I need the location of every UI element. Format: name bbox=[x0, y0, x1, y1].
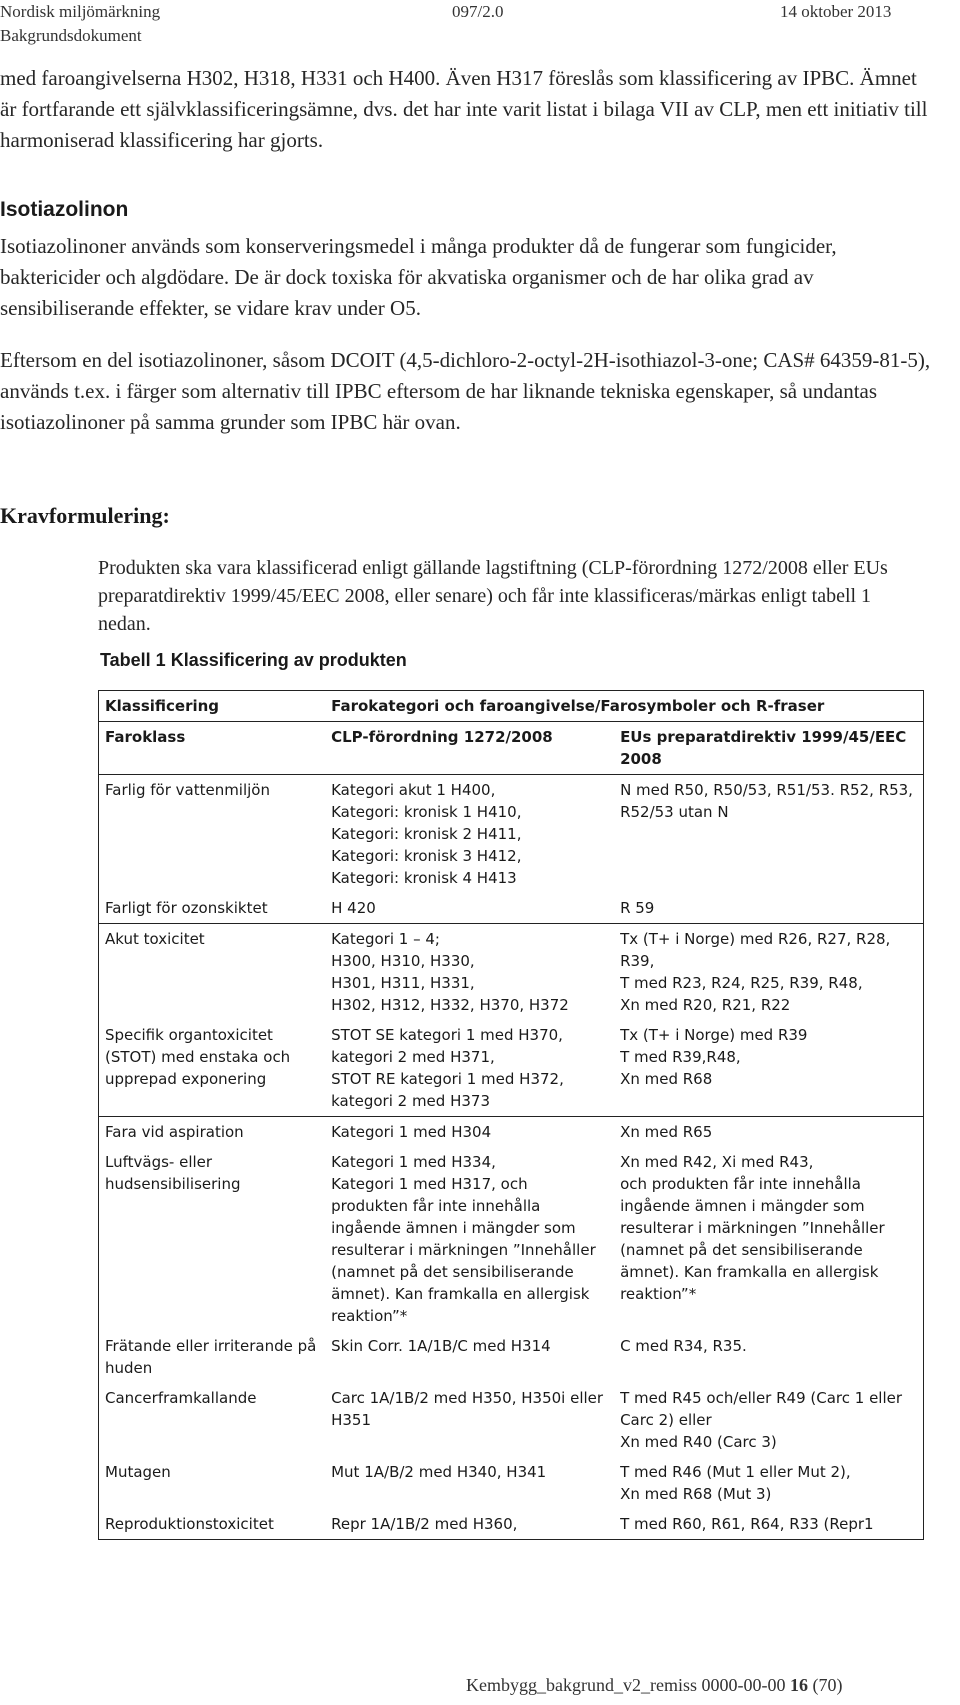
cell-faroklass: Farlig för vattenmiljön bbox=[99, 775, 326, 894]
paragraph-isotiazolinon-use: Isotiazolinoner används som konserveringsmedel i många produkter då de fungerar som fungicider, baktericider och algdödare. De är dock toxiska för akvatiska organismer och de har olika grad av sensibiliserande effekter, se vidare krav under O5. bbox=[0, 234, 837, 320]
cell-line: STOT RE kategori 1 med H372, kategori 2 med H373 bbox=[331, 1070, 564, 1110]
cell-line: Xn med R68 bbox=[620, 1070, 713, 1088]
cell-eus bbox=[614, 775, 923, 894]
paragraph-ipbc-classification: med faroangivelserna H302, H318, H331 och H400. Även H317 föreslås som klassificering av IPBC. Ämnet är fortfarande ett självklassificeringsämne, dvs. det har inte varit listat i bilaga VII av CLP, men ett initiativ till harmoniserad klassificering har gjorts. bbox=[0, 66, 928, 152]
table-row bbox=[99, 1331, 924, 1383]
table-row bbox=[99, 924, 924, 1021]
cell-line: N med R50, R50/53, R51/53. R52, R53, R52/53 utan N bbox=[620, 781, 913, 821]
cell-eus bbox=[614, 1509, 923, 1540]
header-cell-faroklass: Faroklass bbox=[99, 722, 326, 775]
cell-line: T med R60, R61, R64, R33 (Repr1 bbox=[620, 1515, 874, 1533]
cell-line: Xn med R68 (Mut 3) bbox=[620, 1485, 772, 1503]
cell-eus bbox=[614, 1457, 923, 1509]
cell-clp bbox=[325, 1020, 614, 1117]
heading-isotiazolinon: Isotiazolinon bbox=[0, 198, 129, 221]
cell-line: H301, H311, H331, bbox=[331, 974, 475, 992]
header-cell-farokategori: Farokategori och faroangivelse/Farosymboler och R-fraser bbox=[325, 691, 923, 722]
cell-line: Kategori: kronisk 1 H410, bbox=[331, 803, 522, 821]
footer-page-total: (70) bbox=[812, 1675, 843, 1695]
table-row bbox=[99, 1147, 924, 1331]
header-cell-klassificering: Klassificering bbox=[99, 691, 326, 722]
footer-page-number: 16 bbox=[789, 1675, 808, 1695]
cell-line: T med R23, R24, R25, R39, R48, bbox=[620, 974, 863, 992]
cell-clp bbox=[325, 1147, 614, 1331]
cell-line: Kategori: kronisk 3 H412, bbox=[331, 847, 522, 865]
cell-faroklass: Frätande eller irriterande på huden bbox=[105, 1337, 317, 1377]
table-row bbox=[99, 1383, 924, 1457]
cell-line: Carc 1A/1B/2 med H350, H350i eller H351 bbox=[331, 1389, 604, 1429]
paragraph-krav-text: Produkten ska vara klassificerad enligt gällande lagstiftning (CLP-förordning 1272/2008 eller EUs preparatdirektiv 1999/45/EEC 2008, eller senare) och får inte klassificeras/märkas enligt tabell 1 nedan. bbox=[98, 557, 888, 635]
cell-faroklass: Fara vid aspiration bbox=[99, 1117, 326, 1148]
cell-faroklass: Specifik organtoxicitet (STOT) med enstaka och upprepad exponering bbox=[105, 1026, 291, 1088]
table-row bbox=[99, 1457, 924, 1509]
header-org: Nordisk miljömärkning bbox=[0, 2, 161, 21]
cell-eus bbox=[614, 1147, 923, 1331]
cell-line: H300, H310, H330, bbox=[331, 952, 475, 970]
table-title: Tabell 1 Klassificering av produkten bbox=[100, 650, 407, 670]
cell-eus bbox=[614, 1020, 923, 1117]
cell-line: och produkten får inte innehålla ingående ämnen i mängder som resulterar i märkningen ”Innehåller (namnet på det sensibiliserande ämnet). Kan framkalla en allergisk reaktion”* bbox=[620, 1175, 885, 1303]
cell-clp bbox=[325, 1509, 614, 1540]
cell-line: T med R39,R48, bbox=[620, 1048, 741, 1066]
cell-line: Mut 1A/B/2 med H340, H341 bbox=[331, 1463, 547, 1481]
table-subheader-row bbox=[99, 722, 924, 775]
cell-clp bbox=[325, 1331, 614, 1383]
cell-line: Kategori: kronisk 4 H413 bbox=[331, 869, 517, 887]
cell-line: Kategori: kronisk 2 H411, bbox=[331, 825, 522, 843]
cell-line: Kategori 1 – 4; bbox=[331, 930, 440, 948]
cell-line: R 59 bbox=[620, 899, 655, 917]
cell-faroklass: Luftvägs- eller hudsensibilisering bbox=[105, 1153, 241, 1193]
cell-line: Kategori 1 med H304 bbox=[331, 1123, 492, 1141]
cell-clp bbox=[325, 1457, 614, 1509]
header-cell-eus: EUs preparatdirektiv 1999/45/EEC 2008 bbox=[614, 722, 923, 775]
paragraph-isotiazolinon-exemption: Eftersom en del isotiazolinoner, såsom DCOIT (4,5-dichloro-2-octyl-2H-isothiazol-3-one; CAS# 64359-81-5), används t.ex. i färger som alternativ till IPBC eftersom de har liknande tekniska egenskaper, så undantas isotiazolinoner på samma grunder som IPBC här ovan. bbox=[0, 348, 931, 434]
cell-faroklass: Reproduktionstoxicitet bbox=[105, 1515, 274, 1533]
footer-doc-ref: Kembygg_bakgrund_v2_remiss 0000-00-00 bbox=[466, 1675, 786, 1695]
cell-line: Kategori 1 med H334, bbox=[331, 1153, 496, 1171]
table-row bbox=[99, 893, 924, 924]
cell-line: Repr 1A/1B/2 med H360, bbox=[331, 1515, 518, 1533]
cell-line: Xn med R65 bbox=[620, 1123, 713, 1141]
cell-faroklass: Mutagen bbox=[105, 1463, 171, 1481]
cell-line: T med R46 (Mut 1 eller Mut 2), bbox=[620, 1463, 851, 1481]
cell-clp bbox=[325, 924, 614, 1021]
cell-clp bbox=[325, 893, 614, 924]
cell-eus bbox=[614, 1331, 923, 1383]
table-row bbox=[99, 1509, 924, 1540]
cell-eus bbox=[614, 1117, 923, 1148]
header-doc-type: Bakgrundsdokument bbox=[0, 26, 142, 45]
cell-clp bbox=[325, 775, 614, 894]
cell-line: Xn med R40 (Carc 3) bbox=[620, 1433, 777, 1451]
header-version: 097/2.0 bbox=[452, 2, 504, 21]
cell-faroklass: Akut toxicitet bbox=[99, 924, 326, 1021]
cell-faroklass: Cancerframkallande bbox=[105, 1389, 257, 1407]
cell-line: Tx (T+ i Norge) med R26, R27, R28, R39, bbox=[620, 930, 891, 970]
cell-faroklass: Farligt för ozonskiktet bbox=[105, 899, 268, 917]
cell-eus bbox=[614, 1383, 923, 1457]
cell-line: Skin Corr. 1A/1B/C med H314 bbox=[331, 1337, 551, 1355]
page-header bbox=[0, 2, 940, 50]
heading-kravformulering: Kravformulering: bbox=[0, 503, 170, 528]
cell-line: H 420 bbox=[331, 899, 376, 917]
cell-clp bbox=[325, 1383, 614, 1457]
cell-eus bbox=[614, 893, 923, 924]
cell-line: Xn med R20, R21, R22 bbox=[620, 996, 791, 1014]
table-row bbox=[99, 775, 924, 894]
classification-table bbox=[98, 690, 924, 1540]
cell-line: Tx (T+ i Norge) med R39 bbox=[620, 1026, 808, 1044]
table-header-row bbox=[99, 691, 924, 722]
header-cell-clp: CLP-förordning 1272/2008 bbox=[325, 722, 614, 775]
cell-line: H302, H312, H332, H370, H372 bbox=[331, 996, 569, 1014]
cell-line: Xn med R42, Xi med R43, bbox=[620, 1153, 814, 1171]
cell-line: T med R45 och/eller R49 (Carc 1 eller Carc 2) eller bbox=[620, 1389, 903, 1429]
cell-line: Kategori 1 med H317, och produkten får inte innehålla ingående ämnen i mängder som resulterar i märkningen ”Innehåller (namnet på det sensibiliserande ämnet). Kan framkalla en allergisk reaktion”* bbox=[331, 1175, 596, 1325]
cell-clp bbox=[325, 1117, 614, 1148]
table-row bbox=[99, 1117, 924, 1148]
header-date: 14 oktober 2013 bbox=[780, 2, 892, 21]
cell-line: Kategori akut 1 H400, bbox=[331, 781, 496, 799]
cell-eus bbox=[614, 924, 923, 1021]
table-row bbox=[99, 1020, 924, 1117]
cell-line: C med R34, R35. bbox=[620, 1337, 747, 1355]
cell-line: STOT SE kategori 1 med H370, kategori 2 med H371, bbox=[331, 1026, 563, 1066]
page-footer bbox=[466, 1675, 842, 1696]
